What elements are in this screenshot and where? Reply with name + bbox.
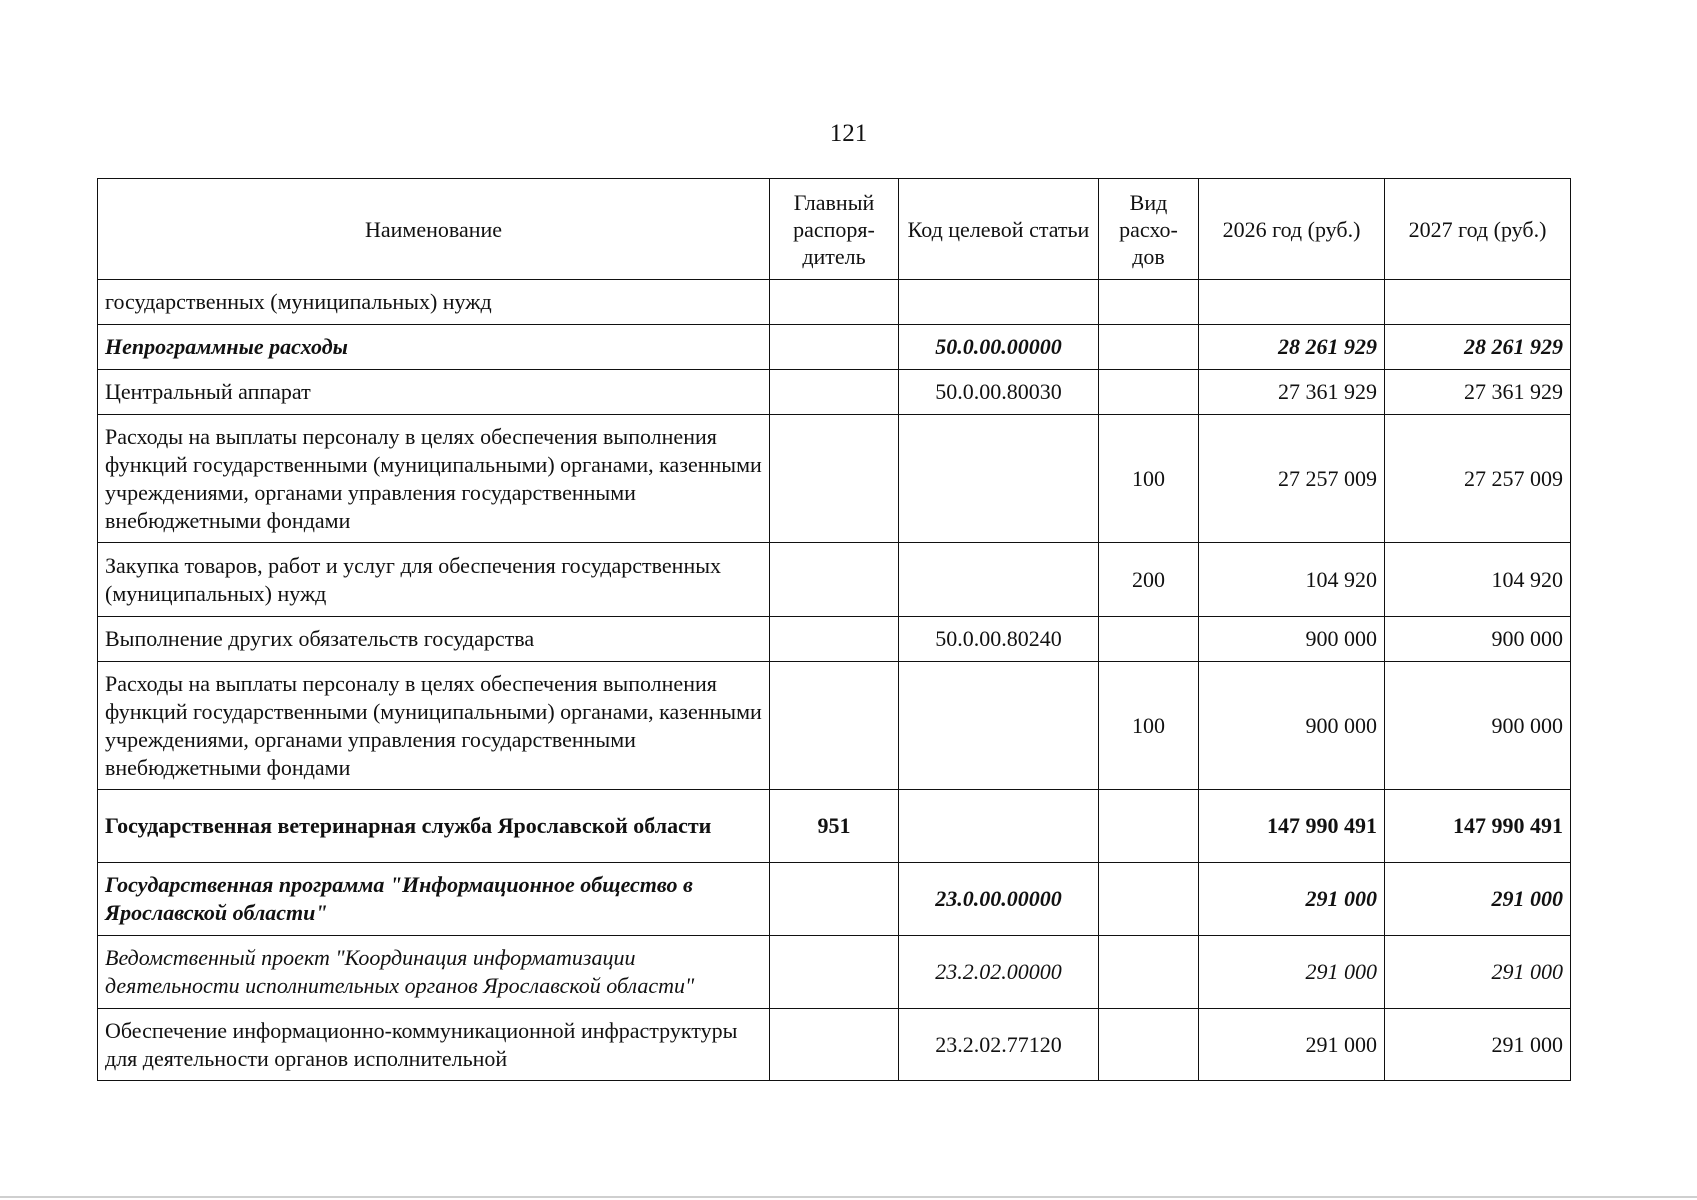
page-bottom-edge bbox=[0, 1196, 1697, 1198]
cell-year-2026: 900 000 bbox=[1199, 662, 1385, 790]
table-row bbox=[98, 280, 1571, 325]
cell-expense-type: 100 bbox=[1099, 415, 1199, 543]
cell-chief-manager bbox=[770, 1009, 899, 1081]
cell-expense-type bbox=[1099, 936, 1199, 1009]
cell-year-2026: 900 000 bbox=[1199, 617, 1385, 662]
cell-year-2027: 291 000 bbox=[1385, 1009, 1571, 1081]
cell-year-2026 bbox=[1199, 280, 1385, 325]
cell-year-2026: 28 261 929 bbox=[1199, 325, 1385, 370]
header-year-2027: 2027 год (руб.) bbox=[1385, 179, 1571, 280]
cell-name: государственных (муниципальных) нужд bbox=[98, 280, 770, 325]
header-year-2026: 2026 год (руб.) bbox=[1199, 179, 1385, 280]
cell-year-2027: 104 920 bbox=[1385, 543, 1571, 617]
cell-name: Закупка товаров, работ и услуг для обеспечения государственных (муниципальных) нужд bbox=[98, 543, 770, 617]
cell-year-2026: 291 000 bbox=[1199, 863, 1385, 936]
cell-year-2027: 27 257 009 bbox=[1385, 415, 1571, 543]
table-row bbox=[98, 863, 1571, 936]
cell-name: Центральный аппарат bbox=[98, 370, 770, 415]
cell-year-2027: 147 990 491 bbox=[1385, 790, 1571, 863]
page-number: 121 bbox=[829, 120, 868, 147]
table-row bbox=[98, 370, 1571, 415]
cell-year-2027: 291 000 bbox=[1385, 863, 1571, 936]
table-row bbox=[98, 790, 1571, 863]
cell-chief-manager bbox=[770, 936, 899, 1009]
cell-target-code bbox=[899, 543, 1099, 617]
cell-expense-type bbox=[1099, 790, 1199, 863]
cell-year-2026: 104 920 bbox=[1199, 543, 1385, 617]
table-row bbox=[98, 617, 1571, 662]
cell-name: Выполнение других обязательств государства bbox=[98, 617, 770, 662]
cell-name: Обеспечение информационно-коммуникационной инфраструктуры для деятельности органов исполнительной bbox=[98, 1009, 770, 1081]
cell-year-2027: 900 000 bbox=[1385, 662, 1571, 790]
cell-year-2026: 27 361 929 bbox=[1199, 370, 1385, 415]
cell-year-2027 bbox=[1385, 280, 1571, 325]
cell-name: Ведомственный проект "Координация информатизации деятельности исполнительных органов Ярославской области" bbox=[98, 936, 770, 1009]
cell-name: Государственная программа "Информационное общество в Ярославской области" bbox=[98, 863, 770, 936]
cell-chief-manager bbox=[770, 543, 899, 617]
cell-expense-type: 100 bbox=[1099, 662, 1199, 790]
cell-target-code bbox=[899, 662, 1099, 790]
budget-table bbox=[97, 178, 1571, 1081]
cell-name: Непрограммные расходы bbox=[98, 325, 770, 370]
cell-chief-manager bbox=[770, 370, 899, 415]
cell-target-code: 50.0.00.80240 bbox=[899, 617, 1099, 662]
cell-target-code: 50.0.00.80030 bbox=[899, 370, 1099, 415]
cell-chief-manager bbox=[770, 617, 899, 662]
cell-year-2026: 291 000 bbox=[1199, 936, 1385, 1009]
cell-year-2027: 900 000 bbox=[1385, 617, 1571, 662]
header-chief-manager: Главный распоря-дитель bbox=[770, 179, 899, 280]
cell-chief-manager bbox=[770, 863, 899, 936]
cell-target-code: 23.2.02.77120 bbox=[899, 1009, 1099, 1081]
cell-chief-manager bbox=[770, 280, 899, 325]
cell-name: Расходы на выплаты персоналу в целях обеспечения выполнения функций государственными (муниципальными) органами, казенными учреждениями, органами управления государственными внебюджетными фондами bbox=[98, 415, 770, 543]
cell-expense-type: 200 bbox=[1099, 543, 1199, 617]
cell-target-code: 23.2.02.00000 bbox=[899, 936, 1099, 1009]
cell-expense-type bbox=[1099, 280, 1199, 325]
cell-year-2026: 27 257 009 bbox=[1199, 415, 1385, 543]
table-header-row bbox=[98, 179, 1571, 280]
header-expense-type: Вид расхо-дов bbox=[1099, 179, 1199, 280]
header-target-code: Код целевой статьи bbox=[899, 179, 1099, 280]
cell-year-2027: 28 261 929 bbox=[1385, 325, 1571, 370]
cell-target-code bbox=[899, 415, 1099, 543]
table-row bbox=[98, 543, 1571, 617]
cell-target-code bbox=[899, 790, 1099, 863]
cell-year-2026: 291 000 bbox=[1199, 1009, 1385, 1081]
cell-target-code bbox=[899, 280, 1099, 325]
cell-expense-type bbox=[1099, 863, 1199, 936]
cell-target-code: 23.0.00.00000 bbox=[899, 863, 1099, 936]
cell-year-2027: 291 000 bbox=[1385, 936, 1571, 1009]
table-row bbox=[98, 415, 1571, 543]
cell-chief-manager bbox=[770, 662, 899, 790]
table-row bbox=[98, 1009, 1571, 1081]
table-row bbox=[98, 662, 1571, 790]
cell-chief-manager bbox=[770, 325, 899, 370]
cell-year-2027: 27 361 929 bbox=[1385, 370, 1571, 415]
cell-expense-type bbox=[1099, 325, 1199, 370]
cell-expense-type bbox=[1099, 1009, 1199, 1081]
header-name: Наименование bbox=[98, 179, 770, 280]
cell-expense-type bbox=[1099, 617, 1199, 662]
table-row bbox=[98, 325, 1571, 370]
cell-chief-manager: 951 bbox=[770, 790, 899, 863]
cell-year-2026: 147 990 491 bbox=[1199, 790, 1385, 863]
cell-target-code: 50.0.00.00000 bbox=[899, 325, 1099, 370]
cell-name: Государственная ветеринарная служба Ярославской области bbox=[98, 790, 770, 863]
table-row bbox=[98, 936, 1571, 1009]
cell-name: Расходы на выплаты персоналу в целях обеспечения выполнения функций государственными (муниципальными) органами, казенными учреждениями, органами управления государственными внебюджетными фондами bbox=[98, 662, 770, 790]
cell-expense-type bbox=[1099, 370, 1199, 415]
cell-chief-manager bbox=[770, 415, 899, 543]
